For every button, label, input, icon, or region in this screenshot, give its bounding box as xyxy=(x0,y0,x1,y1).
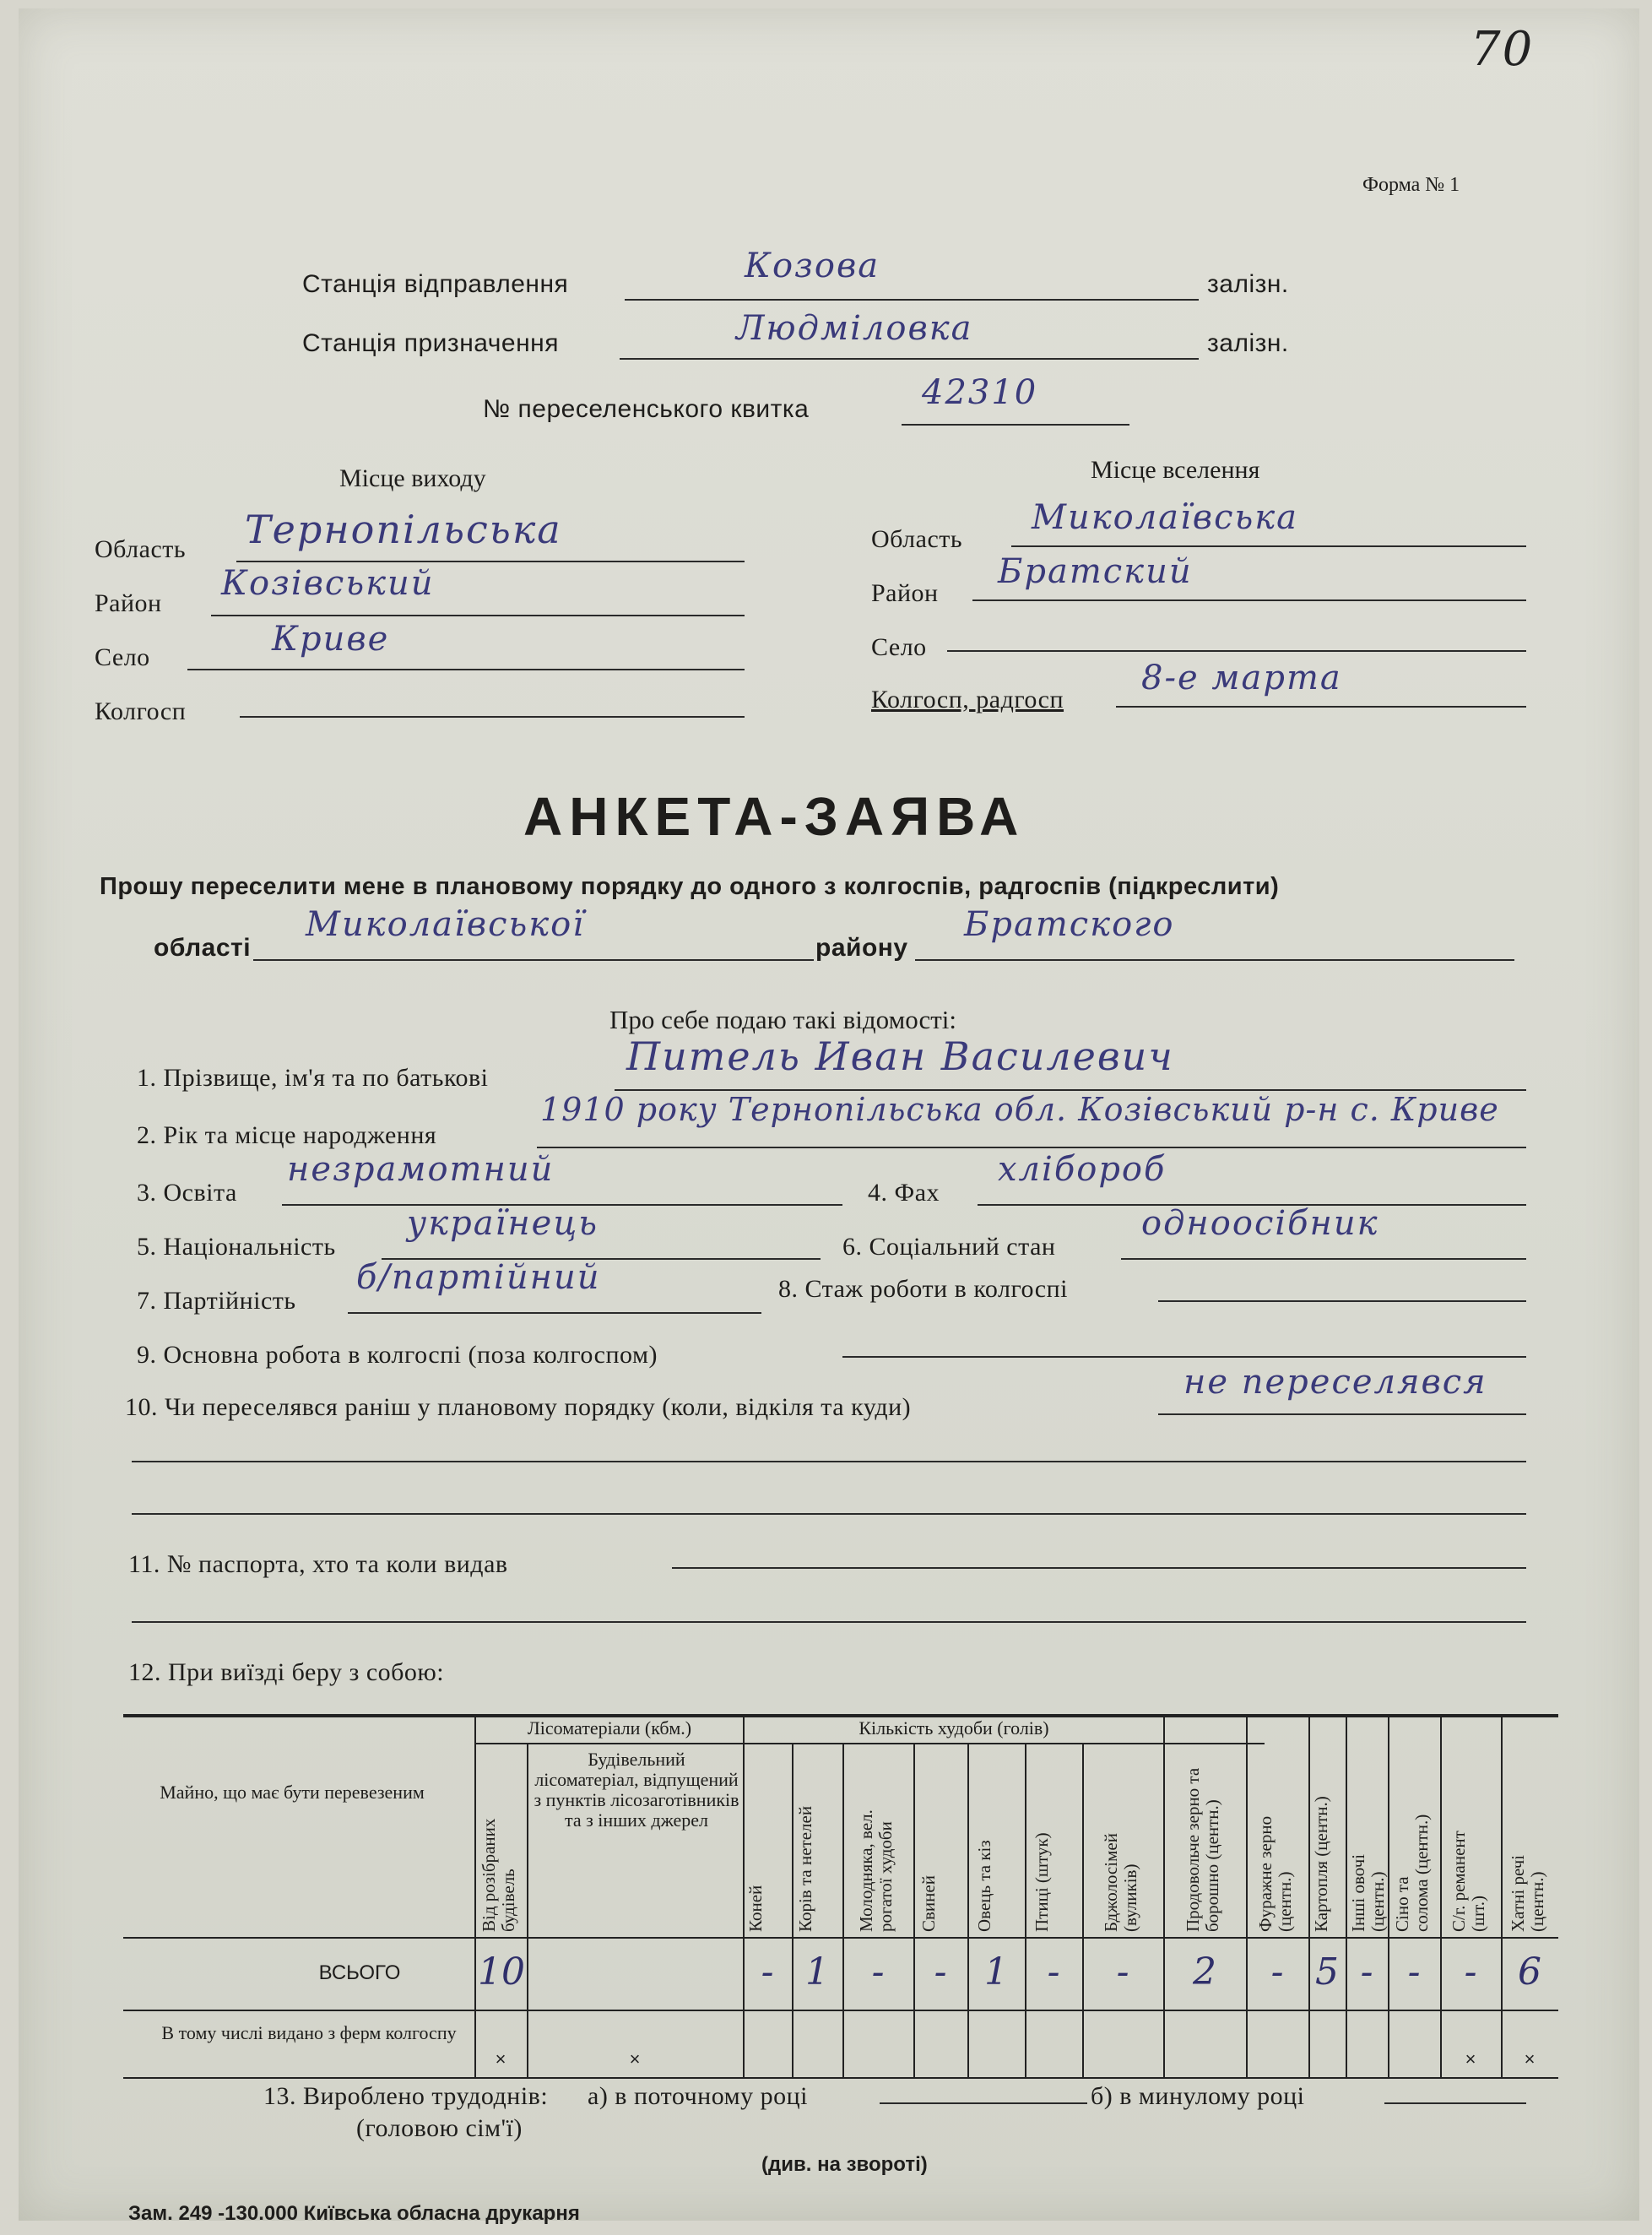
table-total-cell-10: - xyxy=(1270,1950,1284,1994)
table-total-cell-14: - xyxy=(1464,1950,1477,1994)
destination-station-line xyxy=(620,358,1199,360)
table-col-2: Коней xyxy=(745,1885,766,1932)
origin-village-label: Село xyxy=(95,643,150,671)
field-2-label: 2. Рік та місце народження xyxy=(137,1121,437,1149)
field-13-label: 13. Вироблено трудоднів: xyxy=(263,2082,549,2110)
field-5-value: українець xyxy=(407,1204,599,1243)
table-col-11: Картопля (центн.) xyxy=(1311,1796,1331,1932)
table-row-header: Майно, що має бути перевезеним xyxy=(160,1782,425,1803)
table-col-4: Молодняка, вел. рогатої худоби xyxy=(856,1809,896,1932)
table-col-3: Корів та нетелей xyxy=(795,1805,815,1932)
printer-imprint: Зам. 249 -130.000 Київська обласна друкарня xyxy=(128,2202,580,2225)
field-10-label: 10. Чи переселявся раніш у плановому порядку (коли, відкіля та куди) xyxy=(125,1393,912,1421)
field-13-a-label: а) в поточному році xyxy=(588,2082,809,2110)
field-7-line xyxy=(348,1312,761,1314)
destination-heading: Місце вселення xyxy=(1091,456,1260,484)
destination-district-label: Район xyxy=(871,579,939,607)
field-11-label: 11. № паспорта, хто та коли видав xyxy=(128,1550,508,1578)
field-11-line xyxy=(672,1567,1526,1569)
departure-station-label: Станція відправлення xyxy=(302,270,569,298)
origin-kolhosp-line xyxy=(240,716,745,718)
field-8-label: 8. Стаж роботи в колгоспі xyxy=(778,1275,1068,1303)
ticket-line xyxy=(902,424,1129,426)
field-10-value: не переселявся xyxy=(1183,1363,1487,1402)
origin-heading: Місце виходу xyxy=(339,464,486,492)
table-col-10: Фуражне зерно (центн.) xyxy=(1255,1815,1295,1932)
table-col-9: Продовольче зерно та борошно (центн.) xyxy=(1183,1767,1222,1932)
field-13-b-label: б) в минулому році xyxy=(1091,2082,1305,2110)
table-total-cell-9: 2 xyxy=(1193,1950,1216,1994)
field-12-label: 12. При виїзді беру з собою: xyxy=(128,1658,445,1686)
request-district-line xyxy=(915,959,1514,961)
ticket-label: № переселенського квитка xyxy=(483,395,810,423)
table-col-12: Інші овочі (центн.) xyxy=(1348,1853,1388,1932)
table-col-14: С/г. реманент (шт.) xyxy=(1449,1831,1488,1932)
field-10-line xyxy=(1158,1413,1526,1415)
field-1-value: Питель Иван Василевич xyxy=(626,1033,1174,1079)
document-title: АНКЕТА-ЗАЯВА xyxy=(523,786,1026,847)
field-13-sub: (головою сім'ї) xyxy=(356,2114,523,2142)
table-farm-cell-1: × xyxy=(629,2048,641,2070)
table-total-cell-2: - xyxy=(761,1950,774,1994)
table-total-cell-4: - xyxy=(871,1950,885,1994)
destination-railway-suffix: залізн. xyxy=(1207,329,1289,357)
origin-district-value: Козівський xyxy=(221,564,435,603)
field-6-label: 6. Соціальний стан xyxy=(842,1233,1056,1261)
table-row-total-label: ВСЬОГО xyxy=(318,1961,401,1984)
field-8-line xyxy=(1158,1300,1526,1302)
request-region-value: Миколаївської xyxy=(306,905,586,944)
field-7-label: 7. Партійність xyxy=(137,1287,296,1315)
table-total-cell-12: - xyxy=(1360,1950,1373,1994)
departure-railway-suffix: залізн. xyxy=(1207,270,1289,298)
request-district-label: району xyxy=(815,934,908,962)
page-number: 70 xyxy=(1471,22,1535,77)
origin-region-value: Тернопільська xyxy=(245,507,562,552)
table-total-cell-13: - xyxy=(1407,1950,1421,1994)
destination-district-line xyxy=(972,599,1526,601)
field-2-line xyxy=(537,1147,1526,1148)
table-group-livestock: Кількість худоби (голів) xyxy=(858,1717,1049,1739)
table-col-13: Сіно та солома (центн.) xyxy=(1392,1814,1432,1932)
table-col-5: Свиней xyxy=(918,1875,939,1932)
field-2-value: 1910 року Тернопільська обл. Козівський р-н с. Криве xyxy=(540,1091,1499,1128)
belongings-table xyxy=(123,1706,1558,2077)
form-sheet xyxy=(19,8,1639,2225)
origin-region-label: Область xyxy=(95,535,187,563)
destination-kolhosp-line xyxy=(1116,706,1526,708)
table-farm-cell-0: × xyxy=(495,2048,506,2070)
see-back-note: (див. на звороті) xyxy=(761,2153,928,2176)
table-total-cell-5: - xyxy=(934,1950,947,1994)
request-region-label: області xyxy=(154,934,252,962)
table-total-cell-8: - xyxy=(1116,1950,1129,1994)
field-6-value: одноосібник xyxy=(1141,1204,1379,1243)
table-row-farm-label: В тому числі видано з ферм колгоспу xyxy=(161,2022,457,2043)
table-total-cell-11: 5 xyxy=(1315,1950,1339,1994)
table-col-15: Хатні речі (центн.) xyxy=(1508,1854,1547,1932)
table-total-cell-3: 1 xyxy=(805,1950,829,1994)
destination-station-value: Людміловка xyxy=(736,309,973,348)
field-9-line xyxy=(842,1356,1526,1358)
field-11-line-2 xyxy=(132,1621,1526,1623)
field-10-line-2 xyxy=(132,1461,1526,1462)
table-col-6: Овець та кіз xyxy=(974,1840,994,1932)
departure-station-line xyxy=(625,299,1199,301)
field-3-value: незрамотний xyxy=(287,1150,555,1189)
request-line: Прошу переселити мене в плановому порядку до одного з колгоспів, радгоспів (підкреслити) xyxy=(100,873,1280,900)
table-total-cell-15: 6 xyxy=(1518,1950,1541,1994)
info-heading: Про себе подаю такі відомості: xyxy=(609,1005,957,1034)
field-7-value: б/партійний xyxy=(356,1258,601,1297)
destination-region-label: Область xyxy=(871,525,963,553)
field-10-line-3 xyxy=(132,1513,1526,1515)
origin-district-label: Район xyxy=(95,589,162,617)
field-1-label: 1. Прізвище, ім'я та по батькові xyxy=(137,1064,489,1092)
table-farm-cell-15: × xyxy=(1524,2048,1536,2070)
field-5-label: 5. Національність xyxy=(137,1233,336,1261)
destination-region-line xyxy=(1011,545,1526,547)
field-6-line xyxy=(1121,1258,1526,1260)
field-9-label: 9. Основна робота в колгоспі (поза колгоспом) xyxy=(137,1341,658,1369)
field-13-a-line xyxy=(880,2102,1087,2104)
field-4-value: хлібороб xyxy=(998,1150,1167,1189)
field-13-b-line xyxy=(1384,2102,1526,2104)
origin-region-line xyxy=(236,561,745,562)
destination-station-label: Станція призначення xyxy=(302,329,559,357)
origin-village-line xyxy=(187,669,745,670)
form-label: Форма № 1 xyxy=(1362,174,1460,196)
destination-kolhosp-label: Колгосп, радгосп xyxy=(871,686,1064,713)
destination-village-line xyxy=(947,650,1526,652)
destination-village-label: Село xyxy=(871,633,927,661)
table-total-cell-0: 10 xyxy=(478,1950,525,1994)
ticket-value: 42310 xyxy=(922,373,1038,412)
table-col-1: Будівельний лісоматеріал, відпущений з пунктів лісозаготівників та з інших джерел xyxy=(534,1749,739,1831)
origin-district-line xyxy=(211,615,745,616)
table-col-7: Птиці (штук) xyxy=(1032,1832,1052,1932)
table-farm-cell-14: × xyxy=(1465,2048,1476,2070)
destination-district-value: Братский xyxy=(998,552,1193,591)
origin-kolhosp-label: Колгосп xyxy=(95,697,187,725)
table-col-8: Бджолосімей (вуликів) xyxy=(1101,1833,1140,1932)
table-total-cell-6: 1 xyxy=(984,1950,1008,1994)
origin-village-value: Криве xyxy=(272,620,390,659)
table-total-cell-7: - xyxy=(1047,1950,1060,1994)
field-3-label: 3. Освіта xyxy=(137,1179,237,1207)
departure-station-value: Козова xyxy=(745,247,880,285)
request-district-value: Братского xyxy=(964,905,1175,944)
table-group-timber: Лісоматеріали (кбм.) xyxy=(527,1717,692,1739)
destination-region-value: Миколаївська xyxy=(1032,498,1298,537)
field-4-label: 4. Фах xyxy=(868,1179,940,1207)
table-col-0: Від розібраних будівель xyxy=(479,1818,518,1932)
request-region-line xyxy=(253,959,814,961)
destination-kolhosp-value: 8-е марта xyxy=(1141,659,1342,697)
